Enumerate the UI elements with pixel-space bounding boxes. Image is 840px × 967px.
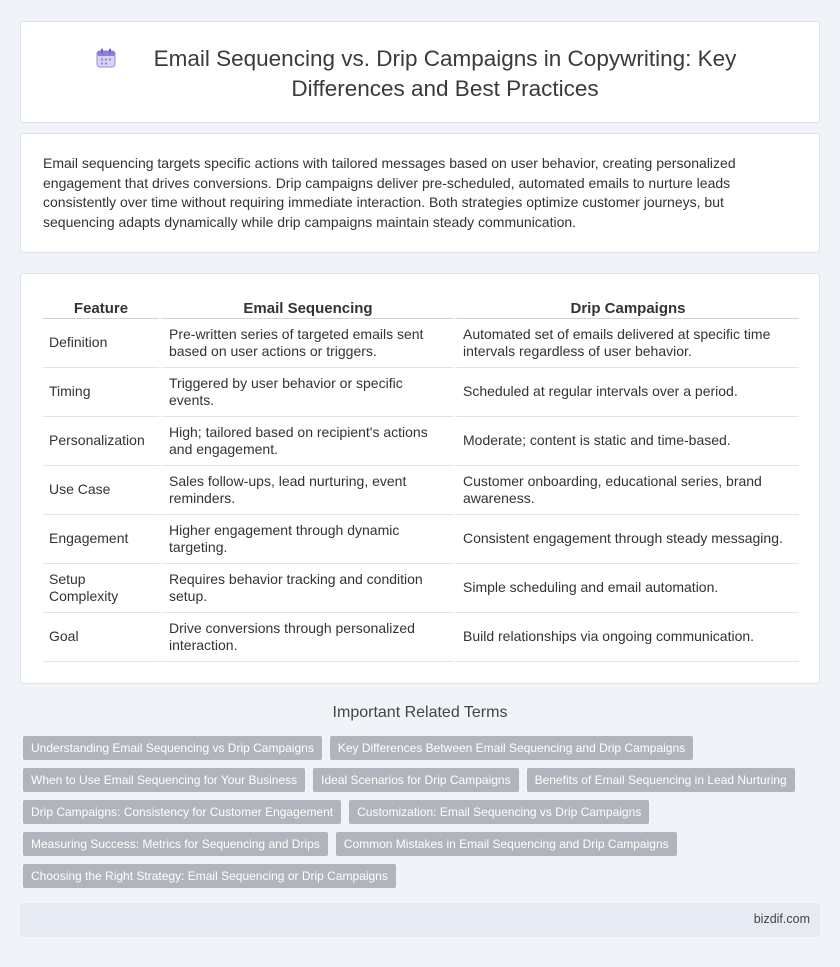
- row-feature: Goal: [43, 613, 159, 662]
- table-row: [43, 564, 799, 613]
- comparison-table: [43, 296, 799, 662]
- table-row: [43, 417, 799, 466]
- row-email-sequencing: Requires behavior tracking and condition setup.: [159, 564, 453, 613]
- table-header-row: [43, 296, 799, 319]
- row-drip-campaigns: Moderate; content is static and time-based.: [453, 417, 799, 466]
- related-term-tag[interactable]: Choosing the Right Strategy: Email Sequencing or Drip Campaigns: [23, 864, 396, 888]
- related-term-tag[interactable]: Drip Campaigns: Consistency for Customer Engagement: [23, 800, 341, 824]
- row-feature: Personalization: [43, 417, 159, 466]
- related-term-tag[interactable]: Common Mistakes in Email Sequencing and Drip Campaigns: [336, 832, 677, 856]
- row-email-sequencing: Pre-written series of targeted emails sent based on user actions or triggers.: [159, 319, 453, 368]
- related-terms-list: [23, 736, 813, 888]
- row-drip-campaigns: Scheduled at regular intervals over a period.: [453, 368, 799, 417]
- row-drip-campaigns: Simple scheduling and email automation.: [453, 564, 799, 613]
- related-term-tag[interactable]: Measuring Success: Metrics for Sequencing and Drips: [23, 832, 328, 856]
- row-drip-campaigns: Customer onboarding, educational series, brand awareness.: [453, 466, 799, 515]
- page-title: Email Sequencing vs. Drip Campaigns in Copywriting: Key Differences and Best Practices: [153, 46, 737, 101]
- table-row: [43, 466, 799, 515]
- footer-bar: [20, 903, 820, 937]
- related-term-tag[interactable]: When to Use Email Sequencing for Your Business: [23, 768, 305, 792]
- related-term-tag[interactable]: Customization: Email Sequencing vs Drip Campaigns: [349, 800, 649, 824]
- row-feature: Use Case: [43, 466, 159, 515]
- comparison-card: [20, 273, 820, 684]
- row-email-sequencing: Triggered by user behavior or specific events.: [159, 368, 453, 417]
- row-feature: Engagement: [43, 515, 159, 564]
- related-term-tag[interactable]: Ideal Scenarios for Drip Campaigns: [313, 768, 518, 792]
- row-feature: Timing: [43, 368, 159, 417]
- row-feature: Setup Complexity: [43, 564, 159, 613]
- header-email-sequencing: Email Sequencing: [159, 296, 453, 319]
- related-term-tag[interactable]: Benefits of Email Sequencing in Lead Nurturing: [527, 768, 795, 792]
- row-email-sequencing: Higher engagement through dynamic targeting.: [159, 515, 453, 564]
- row-drip-campaigns: Consistent engagement through steady messaging.: [453, 515, 799, 564]
- row-email-sequencing: High; tailored based on recipient's actions and engagement.: [159, 417, 453, 466]
- row-drip-campaigns: Build relationships via ongoing communication.: [453, 613, 799, 662]
- header-feature: Feature: [43, 296, 159, 319]
- intro-card: [20, 133, 820, 253]
- header-drip-campaigns: Drip Campaigns: [453, 296, 799, 319]
- related-term-tag[interactable]: Understanding Email Sequencing vs Drip Campaigns: [23, 736, 322, 760]
- related-terms-heading: Important Related Terms: [332, 704, 508, 721]
- row-feature: Definition: [43, 319, 159, 368]
- table-row: [43, 319, 799, 368]
- row-drip-campaigns: Automated set of emails delivered at specific time intervals regardless of user behavior.: [453, 319, 799, 368]
- related-term-tag[interactable]: Key Differences Between Email Sequencing and Drip Campaigns: [330, 736, 693, 760]
- row-email-sequencing: Sales follow-ups, lead nurturing, event reminders.: [159, 466, 453, 515]
- title-card: [20, 21, 820, 123]
- table-row: [43, 613, 799, 662]
- intro-paragraph: Email sequencing targets specific actions with tailored messages based on user behavior, creating personalized engagement that drives conversions. Drip campaigns deliver pre-scheduled, automated emails to nurture leads consistently over time without requiring immediate interaction. Both strategies optimize customer journeys, but sequencing adapts dynamically while drip campaigns maintain steady communication.: [43, 155, 736, 230]
- row-email-sequencing: Drive conversions through personalized interaction.: [159, 613, 453, 662]
- table-row: [43, 368, 799, 417]
- footer-site-link[interactable]: bizdif.com: [753, 912, 810, 926]
- table-row: [43, 515, 799, 564]
